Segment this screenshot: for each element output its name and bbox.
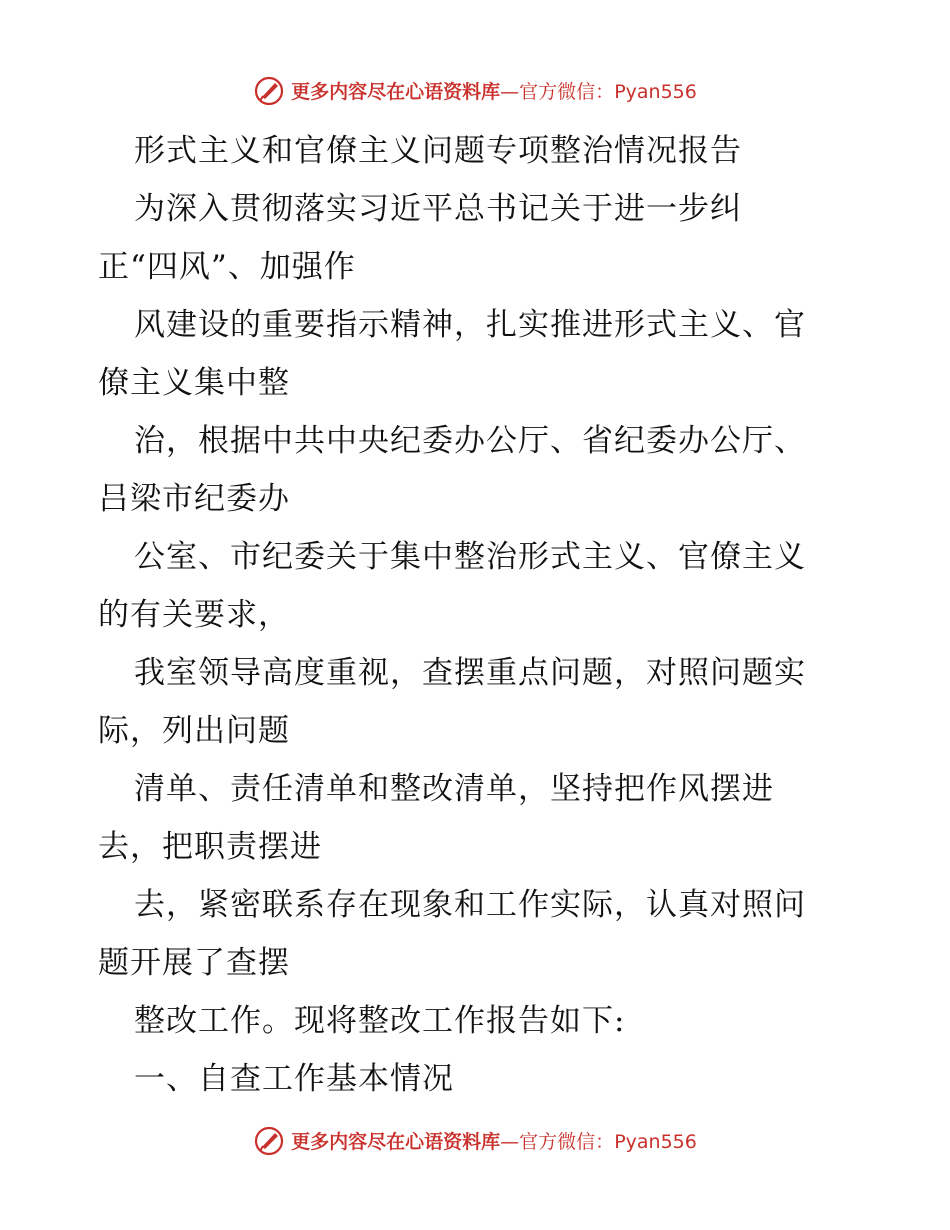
document-line: 形式主义和官僚主义问题专项整治情况报告 [134,133,742,169]
document-line: 的有关要求， [98,597,290,633]
document-line: 为深入贯彻落实习近平总书记关于进一步纠 [134,191,742,227]
footer-watermark-banner [0,1120,950,1160]
document-line: 去，把职责摆进 [98,829,322,865]
document-line: 公室、市纪委关于集中整治形式主义、官僚主义 [134,539,806,575]
watermark-text [291,1127,697,1154]
document-line: 整改工作。现将整改工作报告如下: [134,1003,626,1039]
document-line: 风建设的重要指示精神，扎实推进形式主义、官 [134,307,806,343]
document-line: 治，根据中共中央纪委办公厅、省纪委办公厅、 [134,423,806,459]
document-line: 际，列出问题 [98,713,290,749]
watermark-dash: — [500,80,520,103]
document-line: 吕梁市纪委办 [98,481,290,517]
watermark-dash: — [500,1130,520,1153]
watermark-prefix: 更多内容尽在心语资料库 [291,1130,501,1153]
watermark-wechat-id: Pyan556 [614,1130,697,1153]
document-body [98,122,858,1108]
document-line: 正“四风”、加强作 [98,249,356,285]
document-line: 一、自查工作基本情况 [134,1061,454,1097]
header-watermark-banner [0,70,950,110]
document-line: 我室领导高度重视，查摆重点问题，对照问题实 [134,655,806,691]
watermark-wechat-label: 官方微信： [519,1130,615,1153]
quill-pen-seal-icon [253,74,285,106]
quill-pen-seal-icon [253,1124,285,1156]
document-line: 题开展了查摆 [98,945,290,981]
watermark-wechat-label: 官方微信： [519,80,615,103]
watermark-prefix: 更多内容尽在心语资料库 [291,80,501,103]
document-line: 清单、责任清单和整改清单，坚持把作风摆进 [134,771,774,807]
watermark-wechat-id: Pyan556 [614,80,697,103]
document-line: 僚主义集中整 [98,365,290,401]
document-line: 去，紧密联系存在现象和工作实际，认真对照问 [134,887,806,923]
watermark-text [291,77,697,104]
